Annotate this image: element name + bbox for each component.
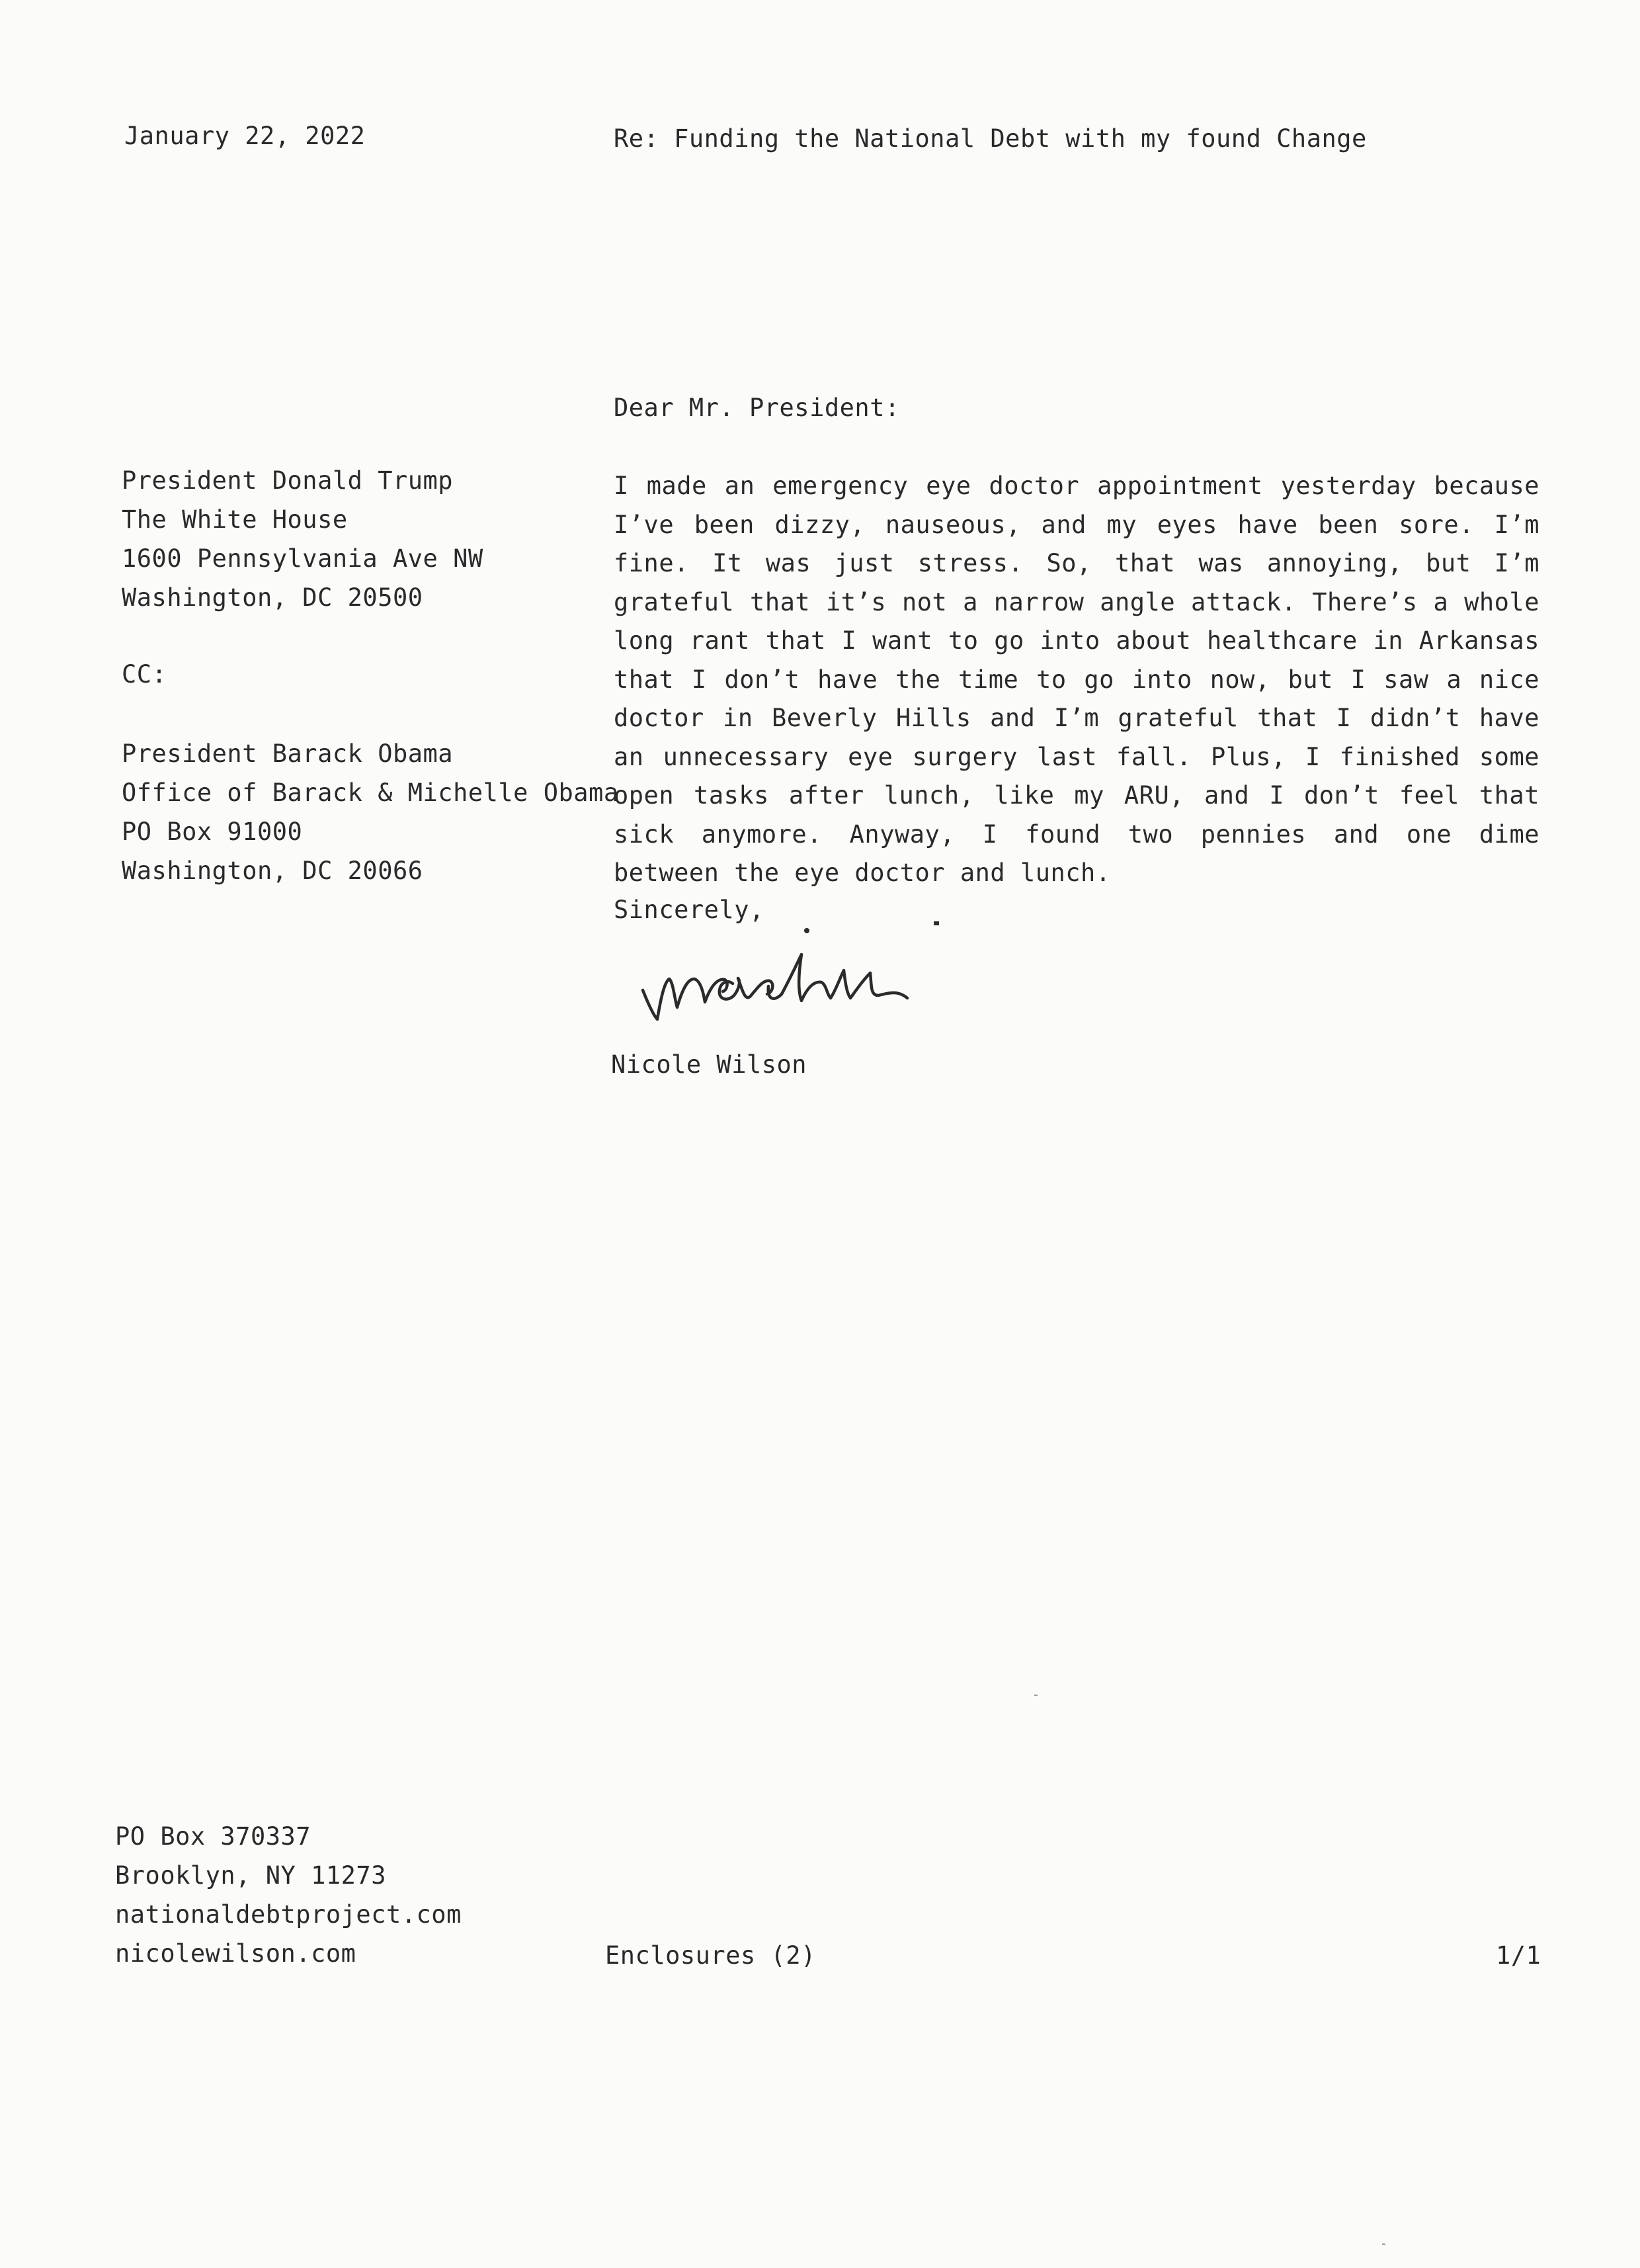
enclosures-note: Enclosures (2) (605, 1941, 816, 1970)
closing: Sincerely, (614, 896, 764, 924)
cc-organization: Office of Barack & Michelle Obama (122, 778, 619, 807)
sender-po-box: PO Box 370337 (115, 1822, 311, 1851)
salutation: Dear Mr. President: (614, 394, 900, 422)
letter-subject: Re: Funding the National Debt with my found Change (614, 124, 1367, 153)
signature-icon (628, 916, 999, 1035)
recipient-name: President Donald Trump (122, 466, 454, 495)
cc-po-box: PO Box 91000 (122, 818, 303, 846)
recipient-street: 1600 Pennsylvania Ave NW (122, 544, 483, 573)
recipient-address (122, 461, 483, 617)
sender-city: Brooklyn, NY 11273 (115, 1861, 386, 1890)
sender-personal-website: nicolewilson.com (115, 1939, 356, 1968)
cc-name: President Barack Obama (122, 739, 454, 768)
scan-speck (1382, 2244, 1385, 2245)
scan-speck (1034, 1695, 1038, 1696)
letter-date: January 22, 2022 (124, 122, 366, 150)
page-number: 1/1 (1496, 1941, 1541, 1970)
recipient-organization: The White House (122, 505, 348, 534)
cc-label: CC: (122, 660, 167, 689)
recipient-city: Washington, DC 20500 (122, 583, 423, 612)
sender-website: nationaldebtproject.com (115, 1900, 462, 1929)
letter-body: I made an emergency eye doctor appointment yesterday because I’ve been dizzy, nauseous, and my eyes have been sore. I’m fine. It was just stress. So, that was annoying, but I’m grateful that it’s not a narrow angle attack. There’s a whole long rant that I want to go into about healthcare in Arkansas that I don’t have the time to go into now, but I saw a nice doctor in Beverly Hills and I’m grateful that I didn’t have an unnecessary eye surgery last fall. Plus, I finished some open tasks after lunch, like my ARU, and I don’t feel that sick anymore. Anyway, I found two pennies and one dime between the eye doctor and lunch. (614, 472, 1539, 887)
signer-name: Nicole Wilson (611, 1050, 807, 1079)
cc-city: Washington, DC 20066 (122, 857, 423, 885)
cc-address (122, 734, 619, 890)
sender-address (115, 1817, 462, 1973)
